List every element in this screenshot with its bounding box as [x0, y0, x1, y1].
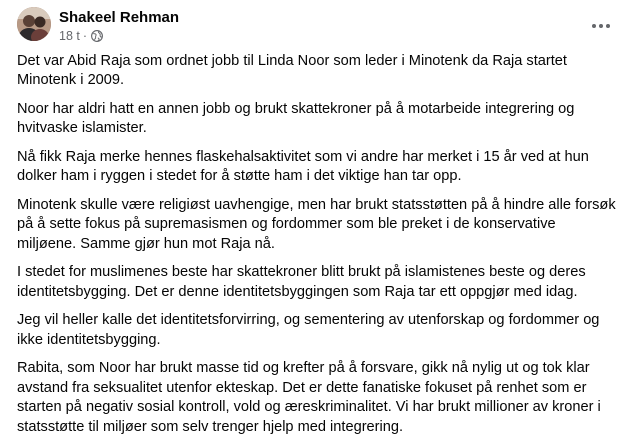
post-meta: [59, 29, 103, 43]
more-horizontal-icon: [592, 24, 610, 28]
post-paragraph: Det var Abid Raja som ordnet jobb til Linda Noor som leder i Minotenk da Raja startet Minotenk i 2009.: [17, 53, 567, 89]
post-paragraph: Noor har aldri hatt en annen jobb og brukt skattekroner på å motarbeide integrering og hvitvaske islamister.: [17, 101, 575, 137]
post-options-button[interactable]: [585, 12, 617, 40]
meta-separator: ·: [82, 29, 88, 43]
globe-icon: [91, 30, 103, 42]
post-body: [17, 52, 617, 446]
post-paragraph: I stedet for muslimenes beste har skattekroner blitt brukt på islamistenes beste og deres identitetsbygging. Det er denne identitetsbyggingen som Raja tar ett oppgjør med idag.: [17, 264, 586, 300]
post-paragraph: Nå fikk Raja merke hennes flaskehalsaktivitet som vi andre har merket i 15 år ved at hun dolker ham i ryggen i stedet for å støtte ham i det viktige han tar opp.: [17, 149, 589, 185]
post-paragraph: Minotenk skulle være religiøst uavhengige, men har brukt statsstøtten på å hindre alle forsøk på å sette fokus på supremasismen og fordommer som ble preket i de konservative miljøene. Samme gjør hun mot Raja nå.: [17, 197, 616, 252]
post-timestamp[interactable]: 18 t: [59, 29, 80, 43]
post-paragraph: Rabita, som Noor har brukt masse tid og krefter på å forsvare, gikk nå nylig ut og tok klar avstand fra seksualitet utenfor ekteskap. Det er dette fanatiske fokuset på renhet som er starten på negativ sosial kontroll, vold og æreskriminalitet. Vi har brukt millioner av kroner i statsstøtte til miljøer som selv trenger hjelp med integrering.: [17, 360, 601, 435]
post-header: [17, 6, 617, 46]
author-name[interactable]: Shakeel Rehman: [59, 9, 180, 26]
avatar[interactable]: [17, 7, 51, 41]
post-paragraph: Jeg vil heller kalle det identitetsforvirring, og sementering av utenforskap og fordommer og ikke identitetsbygging.: [17, 312, 600, 348]
